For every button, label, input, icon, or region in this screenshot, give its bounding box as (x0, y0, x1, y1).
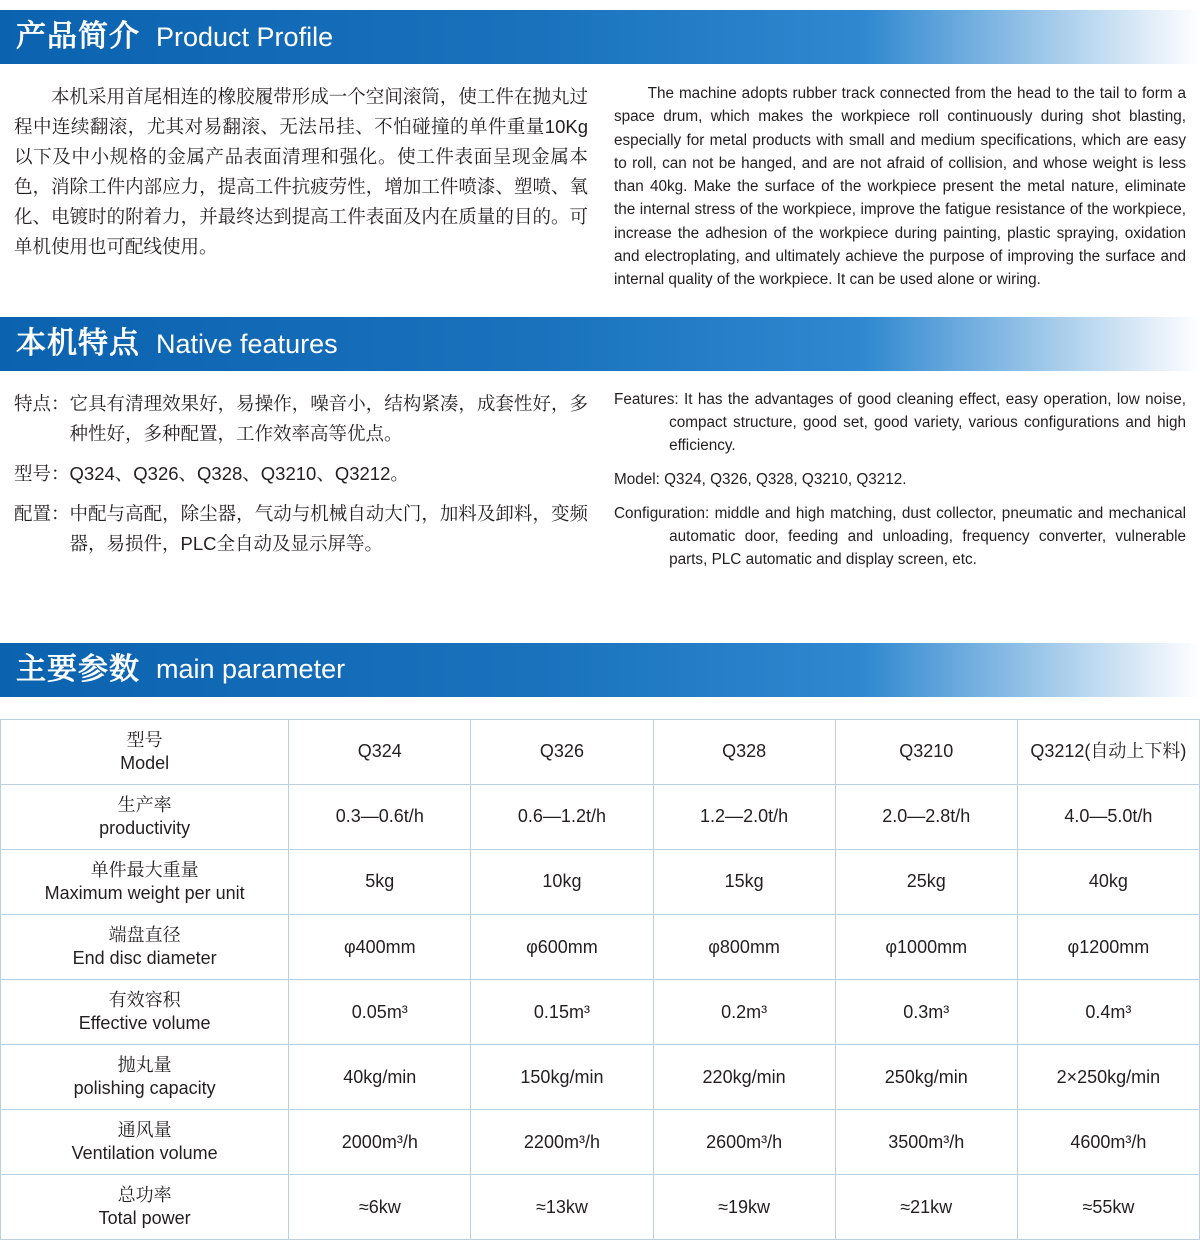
feature-label-cn: 特点： (14, 393, 70, 415)
table-cell: 4600m³/h (1017, 1110, 1199, 1175)
list-item: Features: It has the advantages of good cleaning effect, easy operation, low noise, compact structure, good set, good variety, various configurations and high efficiency. (614, 391, 1186, 455)
table-cell: ≈13kw (471, 1175, 653, 1240)
table-cell: 0.3—0.6t/h (289, 784, 471, 849)
table-row (1, 980, 1200, 1045)
row-header (1, 849, 289, 914)
table-cell: φ600mm (471, 915, 653, 980)
table-cell: 3500m³/h (835, 1110, 1017, 1175)
table-cell: 2.0—2.8t/h (835, 784, 1017, 849)
product-profile-en-column (614, 82, 1186, 291)
table-body (1, 719, 1200, 1240)
row-label-cn: 型号 (126, 729, 163, 750)
row-label-en: productivity (99, 817, 191, 838)
feature-value-cn: Q324、Q326、Q328、Q3210、Q3212。 (69, 463, 409, 485)
table-row (1, 849, 1200, 914)
table-row (1, 1045, 1200, 1110)
table-cell: 0.05m³ (289, 980, 471, 1045)
section-title-en: main parameter (156, 654, 346, 685)
main-parameter-table (0, 719, 1200, 1240)
table-cell: φ1200mm (1017, 915, 1199, 980)
table-row (1, 1110, 1200, 1175)
table-cell: ≈55kw (1017, 1175, 1199, 1240)
table-cell: 0.15m³ (471, 980, 653, 1045)
main-parameter-table-wrapper (0, 719, 1200, 1240)
product-profile-paragraph-en: The machine adopts rubber track connected from the head to the tail to form a space drum, which makes the workpiece roll continuously during shot blasting, especially for metal products with small and medium specifications, which are easy to roll, can not be hanged, and are not afraid of collision, and whose weight is less than 40kg. Make the surface of the workpiece present the metal nature, eliminate the internal stress of the workpiece, improve the fatigue resistance of the workpiece, increase the adhesion of the workpiece during painting, plastic spraying, oxidation and electroplating, and ultimately achieve the purpose of improving the surface and internal quality of the workpiece. It can be used alone or wiring. (614, 85, 1186, 288)
row-label-en: Total power (98, 1208, 191, 1229)
features-cn-column (14, 389, 614, 583)
features-en-column (614, 389, 1186, 583)
row-header (1, 1110, 289, 1175)
table-cell: 0.6—1.2t/h (471, 784, 653, 849)
feature-value-cn: 中配与高配，除尘器，气动与机械自动大门，加料及卸料，变频器，易损件，PLC全自动及显示屏等。 (69, 503, 588, 555)
row-label-cn: 有效容积 (108, 990, 181, 1011)
product-profile-paragraph-cn: 本机采用首尾相连的橡胶履带形成一个空间滚筒，使工件在抛丸过程中连续翻滚，尤其对易翻滚、无法吊挂、不怕碰撞的单件重量10Kg以下及中小规格的金属产品表面清理和强化。使工件表面呈现金属本色，消除工件内部应力，提高工件抗疲劳性，增加工件喷漆、塑喷、氧化、电镀时的附着力，并最终达到提高工件表面及内在质量的目的。可单机使用也可配线使用。 (14, 86, 588, 257)
row-label-en: Maximum weight per unit (44, 882, 245, 903)
row-label-cn: 抛丸量 (117, 1055, 172, 1076)
table-cell: ≈19kw (653, 1175, 835, 1240)
section-title-cn: 本机特点 (16, 327, 140, 361)
table-cell: 2×250kg/min (1017, 1045, 1199, 1110)
section-title-en: Native features (156, 328, 338, 359)
table-cell: Q328 (653, 719, 835, 784)
row-label-en: Effective volume (78, 1013, 211, 1034)
list-item (14, 499, 588, 559)
table-cell: 5kg (289, 849, 471, 914)
table-cell: 220kg/min (653, 1045, 835, 1110)
table-cell: 0.3m³ (835, 980, 1017, 1045)
table-cell: Q3210 (835, 719, 1017, 784)
table-row (1, 1175, 1200, 1240)
table-cell: 250kg/min (835, 1045, 1017, 1110)
row-header (1, 915, 289, 980)
table-cell: φ800mm (653, 915, 835, 980)
row-label-cn: 总功率 (117, 1185, 172, 1206)
feature-label-cn: 配置： (14, 503, 70, 525)
row-label-en: Ventilation volume (71, 1143, 218, 1164)
table-cell: 40kg (1017, 849, 1199, 914)
row-label-cn: 生产率 (117, 794, 172, 815)
section-title-cn: 主要参数 (16, 652, 140, 686)
table-cell: 25kg (835, 849, 1017, 914)
row-label-cn: 端盘直径 (108, 925, 181, 945)
list-item: Configuration: middle and high matching, dust collector, pneumatic and mechanical automatic door, feeding and unloading, frequency converter, vulnerable parts, PLC automatic and display screen, etc. (614, 505, 1186, 568)
row-label-en: End disc diameter (72, 948, 217, 969)
row-header (1, 1045, 289, 1110)
table-row (1, 784, 1200, 849)
table-cell: Q324 (289, 719, 471, 784)
table-cell: φ400mm (289, 915, 471, 980)
product-profile-cn-column (14, 82, 614, 291)
row-label-en: Model (120, 752, 170, 773)
list-item (14, 459, 588, 489)
list-item (14, 389, 588, 449)
feature-value-cn: 它具有清理效果好，易操作，噪音小，结构紧凑，成套性好，多种性好，多种配置，工作效率高等优点。 (69, 393, 588, 445)
feature-label-cn: 型号： (14, 463, 70, 485)
list-item: Model: Q324, Q326, Q328, Q3210, Q3212. (614, 471, 907, 489)
row-header (1, 719, 289, 784)
table-cell: 0.2m³ (653, 980, 835, 1045)
row-label-cn: 通风量 (117, 1120, 172, 1141)
table-row (1, 915, 1200, 980)
row-header (1, 784, 289, 849)
native-features-body (0, 389, 1200, 583)
section-title-cn: 产品简介 (16, 20, 140, 53)
row-label-en: polishing capacity (73, 1078, 216, 1099)
row-header (1, 980, 289, 1045)
row-header (1, 1175, 289, 1240)
table-cell: 150kg/min (471, 1045, 653, 1110)
table-cell: 4.0—5.0t/h (1017, 784, 1199, 849)
table-cell: 2000m³/h (289, 1110, 471, 1175)
section-header-main-parameter (0, 643, 1200, 697)
section-title-en: Product Profile (156, 21, 334, 52)
table-cell: Q3212(自动上下料) (1017, 719, 1199, 784)
table-cell: 1.2—2.0t/h (653, 784, 835, 849)
table-cell: 2600m³/h (653, 1110, 835, 1175)
table-cell: ≈6kw (289, 1175, 471, 1240)
product-profile-body (0, 82, 1200, 291)
row-label-cn: 单件最大重量 (90, 859, 199, 880)
table-cell: φ1000mm (835, 915, 1017, 980)
table-cell: Q326 (471, 719, 653, 784)
table-cell: 2200m³/h (471, 1110, 653, 1175)
table-row (1, 719, 1200, 784)
table-cell: 15kg (653, 849, 835, 914)
section-header-native-features (0, 317, 1200, 371)
table-cell: ≈21kw (835, 1175, 1017, 1240)
table-cell: 40kg/min (289, 1045, 471, 1110)
section-header-product-profile (0, 10, 1200, 64)
table-cell: 0.4m³ (1017, 980, 1199, 1045)
table-cell: 10kg (471, 849, 653, 914)
